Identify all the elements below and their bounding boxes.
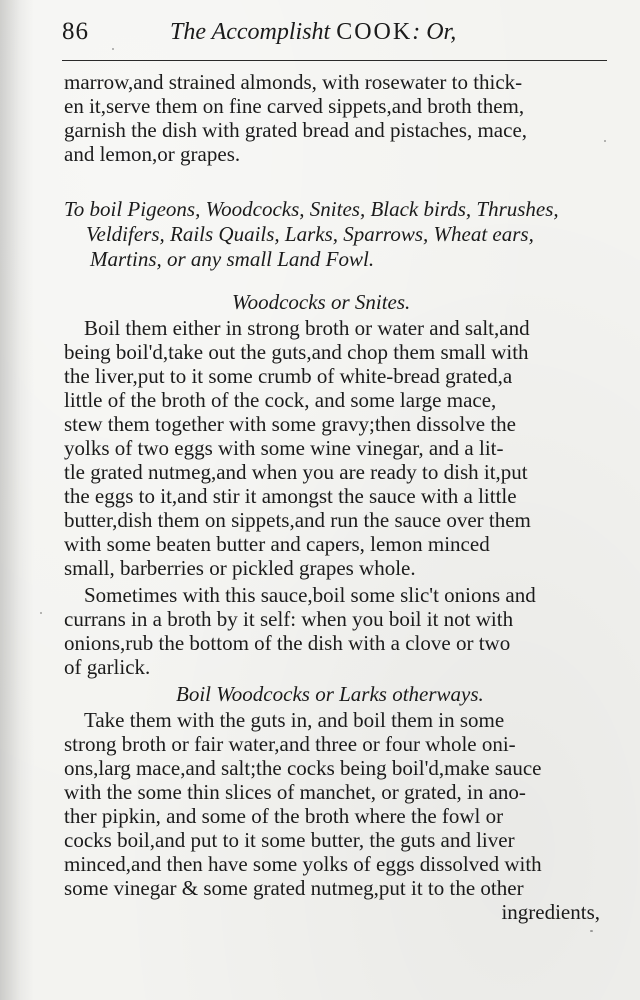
text-line: being boil'd,take out the guts,and chop them small with bbox=[64, 340, 529, 364]
running-title-caps: COOK bbox=[336, 19, 413, 45]
text-line: small, barberries or pickled grapes whole. bbox=[64, 556, 416, 580]
header-rule bbox=[62, 60, 607, 61]
larks-paragraph-1 bbox=[64, 708, 600, 924]
catchword: ingredients, bbox=[501, 900, 600, 924]
print-speck bbox=[604, 140, 606, 142]
print-speck bbox=[40, 612, 42, 614]
text-line: with the some thin slices of manchet, or grated, in ano- bbox=[64, 780, 526, 804]
text-line: Take them with the guts in, and boil them in some bbox=[84, 708, 505, 732]
text-line: tle grated nutmeg,and when you are ready to dish it,put bbox=[64, 460, 528, 484]
text-line: onions,rub the bottom of the dish with a clove or two bbox=[64, 631, 511, 655]
woodcocks-paragraph-1 bbox=[64, 316, 600, 580]
woodcocks-paragraph-2 bbox=[64, 583, 600, 679]
section-title-larks: Boil Woodcocks or Larks otherways. bbox=[176, 682, 484, 706]
text-line: yolks of two eggs with some wine vinegar, and a lit- bbox=[64, 436, 504, 460]
print-speck bbox=[590, 930, 593, 932]
text-line: little of the broth of the cock, and some large mace, bbox=[64, 388, 497, 412]
text-line: Boil them either in strong broth or water and salt,and bbox=[84, 316, 530, 340]
page-header bbox=[62, 18, 602, 58]
recipe-heading bbox=[64, 196, 604, 271]
text-line: some vinegar & some grated nutmeg,put it to the other bbox=[64, 876, 524, 900]
text-line: Sometimes with this sauce,boil some slic't onions and bbox=[84, 583, 536, 607]
page-number: 86 bbox=[62, 18, 89, 45]
running-title-italic: The Accomplisht bbox=[170, 19, 331, 45]
heading-line: Veldifers, Rails Quails, Larks, Sparrows, Wheat ears, bbox=[86, 222, 534, 246]
text-line: the liver,put to it some crumb of white-bread grated,a bbox=[64, 364, 513, 388]
text-line: strong broth or fair water,and three or four whole oni- bbox=[64, 732, 516, 756]
running-title bbox=[170, 19, 456, 46]
binding-shadow bbox=[0, 0, 34, 1000]
text-line: marrow,and strained almonds, with rosewater to thick- bbox=[64, 70, 523, 94]
text-line: garnish the dish with grated bread and pistaches, mace, bbox=[64, 118, 528, 142]
text-line: the eggs to it,and stir it amongst the sauce with a little bbox=[64, 484, 517, 508]
running-title-suffix: : Or, bbox=[412, 19, 457, 45]
section-title-woodcocks: Woodcocks or Snites. bbox=[232, 290, 411, 314]
text-line: currans in a broth by it self: when you boil it not with bbox=[64, 607, 514, 631]
print-speck bbox=[112, 48, 114, 50]
text-line: minced,and then have some yolks of eggs dissolved with bbox=[64, 852, 542, 876]
continuation-paragraph bbox=[64, 70, 600, 166]
text-line: en it,serve them on fine carved sippets,and broth them, bbox=[64, 94, 525, 118]
text-line: with some beaten butter and capers, lemon minced bbox=[64, 532, 490, 556]
text-line: cocks boil,and put to it some butter, the guts and liver bbox=[64, 828, 515, 852]
text-line: ons,larg mace,and salt;the cocks being boil'd,make sauce bbox=[64, 756, 542, 780]
text-line: stew them together with some gravy;then dissolve the bbox=[64, 412, 516, 436]
text-line: and lemon,or grapes. bbox=[64, 142, 241, 166]
text-line: of garlick. bbox=[64, 655, 151, 679]
heading-line: Martins, or any small Land Fowl. bbox=[90, 247, 375, 271]
text-line: ther pipkin, and some of the broth where the fowl or bbox=[64, 804, 504, 828]
heading-line: To boil Pigeons, Woodcocks, Snites, Black birds, Thrushes, bbox=[64, 197, 559, 221]
text-line: butter,dish them on sippets,and run the sauce over them bbox=[64, 508, 531, 532]
